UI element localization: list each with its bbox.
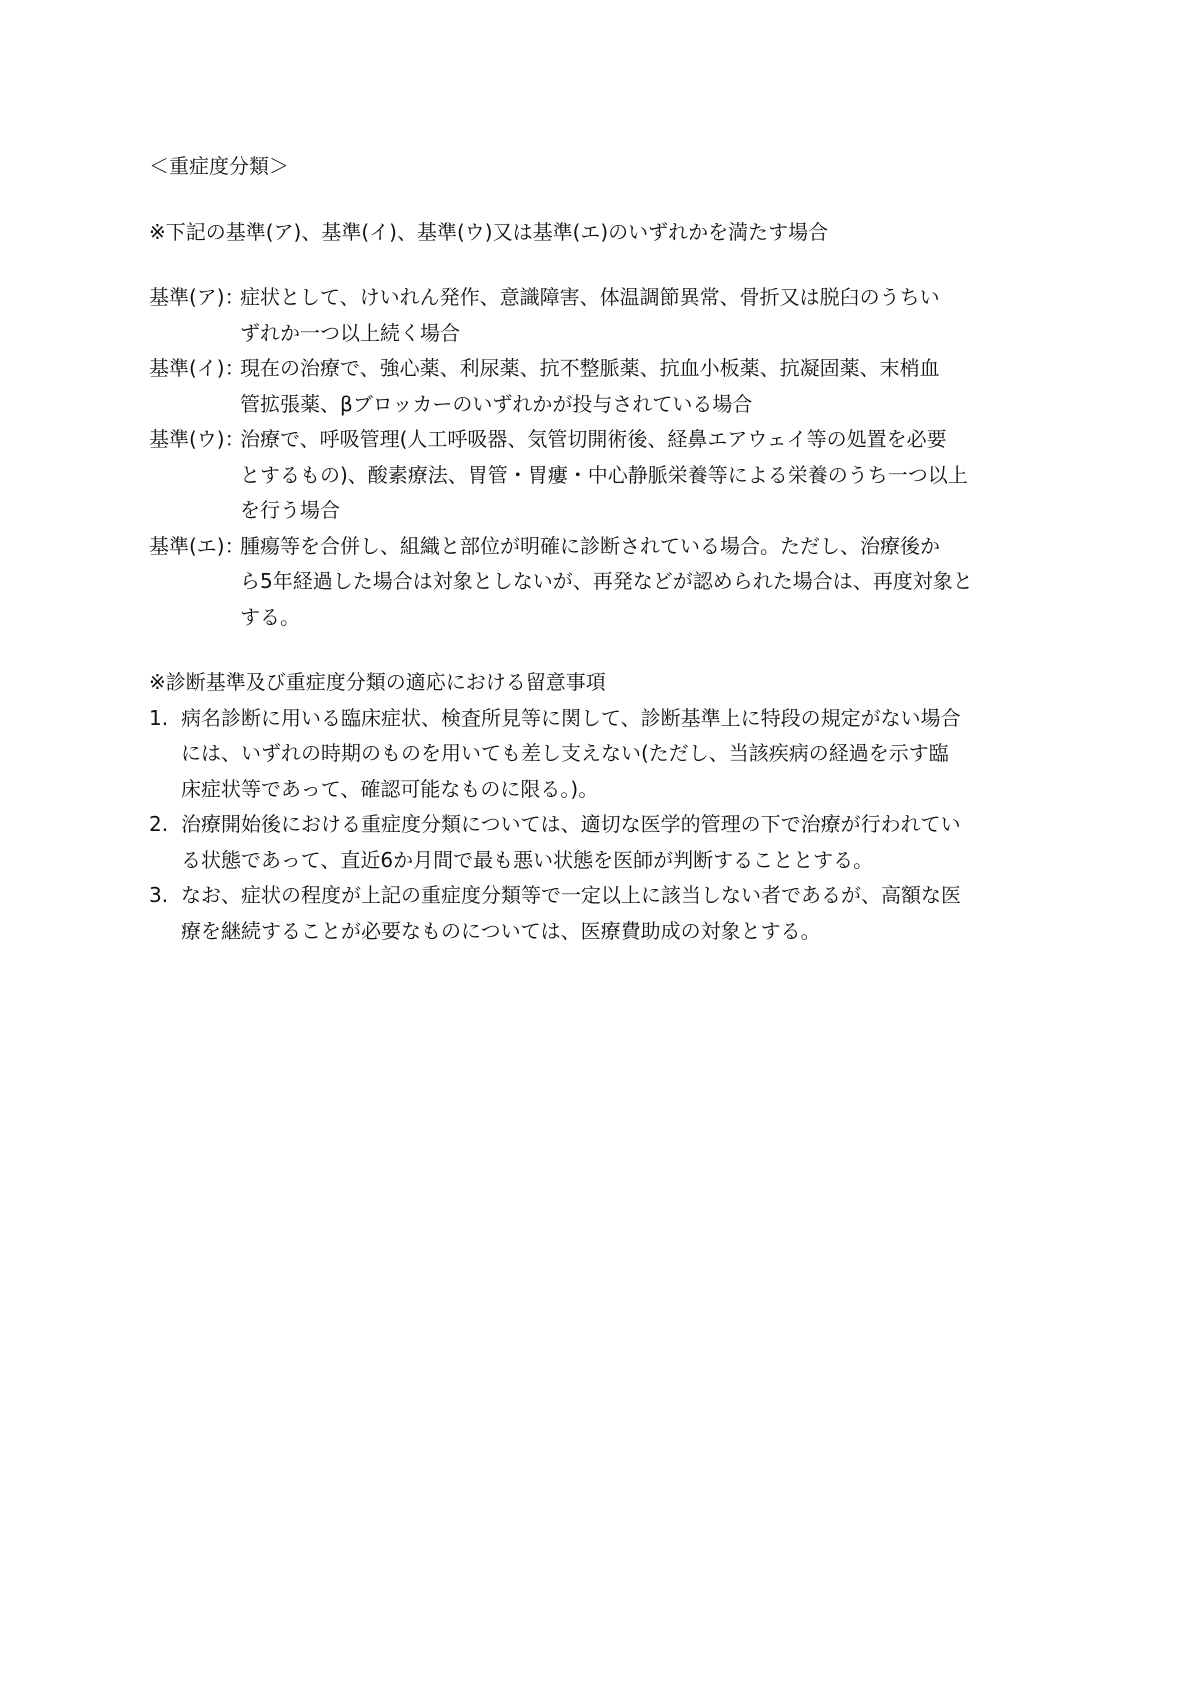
note-item bbox=[149, 807, 1039, 878]
notes-heading: ※診断基準及び重症度分類の適応における留意事項 bbox=[149, 670, 606, 694]
note-item-text-line: なお、症状の程度が上記の重症度分類等で一定以上に該当しない者であるが、高額な医 bbox=[181, 883, 961, 907]
condition-note: ※下記の基準(ア)、基準(イ)、基準(ウ)又は基準(エ)のいずれかを満たす場合 bbox=[149, 219, 829, 244]
note-item-text-line: 病名診断に用いる臨床症状、検査所見等に関して、診断基準上に特段の規定がない場合 bbox=[181, 705, 961, 730]
note-item-text-line: 治療開始後における重症度分類については、適切な医学的管理の下で治療が行われてい bbox=[181, 812, 961, 836]
document-page bbox=[149, 149, 1039, 949]
note-item-text-line: には、いずれの時期のものを用いても差し支えない(ただし、当該疾病の経過を示す臨 bbox=[181, 741, 949, 765]
criterion-text-line: 腫瘍等を合併し、組織と部位が明確に診断されている場合。ただし、治療後か bbox=[240, 533, 940, 558]
criterion-label: 基準(イ)： bbox=[149, 356, 245, 380]
criterion-text-line: する。 bbox=[240, 604, 300, 629]
note-item-label: 1. bbox=[149, 705, 169, 730]
note-item-text-line: 床症状等であって、確認可能なものに限る。)。 bbox=[181, 776, 599, 801]
criterion-label: 基準(ア)： bbox=[149, 285, 245, 309]
note-item-text-line: 療を継続することが必要なものについては、医療費助成の対象とする。 bbox=[181, 918, 821, 943]
criterion-text-line: 現在の治療で、強心薬、利尿薬、抗不整脈薬、抗血小板薬、抗凝固薬、末梢血 bbox=[240, 356, 940, 380]
criterion-text-line: 治療で、呼吸管理(人工呼吸器、気管切開術後、経鼻エアウェイ等の処置を必要 bbox=[240, 427, 947, 451]
criterion bbox=[149, 280, 1039, 351]
criterion-label: 基準(ウ)： bbox=[149, 427, 245, 451]
criterion-label: 基準(エ)： bbox=[149, 533, 245, 558]
note-item bbox=[149, 701, 1039, 808]
criterion-text-line: ら5年経過した場合は対象としないが、再発などが認められた場合は、再度対象と bbox=[240, 569, 973, 593]
criterion-text-line: ずれか一つ以上続く場合 bbox=[240, 320, 460, 345]
note-item-text-line: る状態であって、直近6か月間で最も悪い状態を医師が判断することとする。 bbox=[181, 847, 874, 872]
criteria-list bbox=[149, 280, 1039, 635]
criterion bbox=[149, 529, 1039, 636]
notes-list bbox=[149, 701, 1039, 950]
note-item-label: 3. bbox=[149, 883, 169, 907]
criterion-text-line: 症状として、けいれん発作、意識障害、体温調節異常、骨折又は脱臼のうちい bbox=[240, 285, 940, 309]
criterion-text-line: とするもの)、酸素療法、胃管・胃瘻・中心静脈栄養等による栄養のうち一つ以上 bbox=[240, 462, 968, 487]
criterion-text-line: 管拡張薬、βブロッカーのいずれかが投与されている場合 bbox=[240, 391, 753, 416]
criterion-text-line: を行う場合 bbox=[240, 498, 340, 522]
criterion bbox=[149, 351, 1039, 422]
criterion bbox=[149, 422, 1039, 529]
note-item-label: 2. bbox=[149, 812, 169, 836]
note-item bbox=[149, 878, 1039, 949]
section-title: ＜重症度分類＞ bbox=[149, 154, 289, 178]
